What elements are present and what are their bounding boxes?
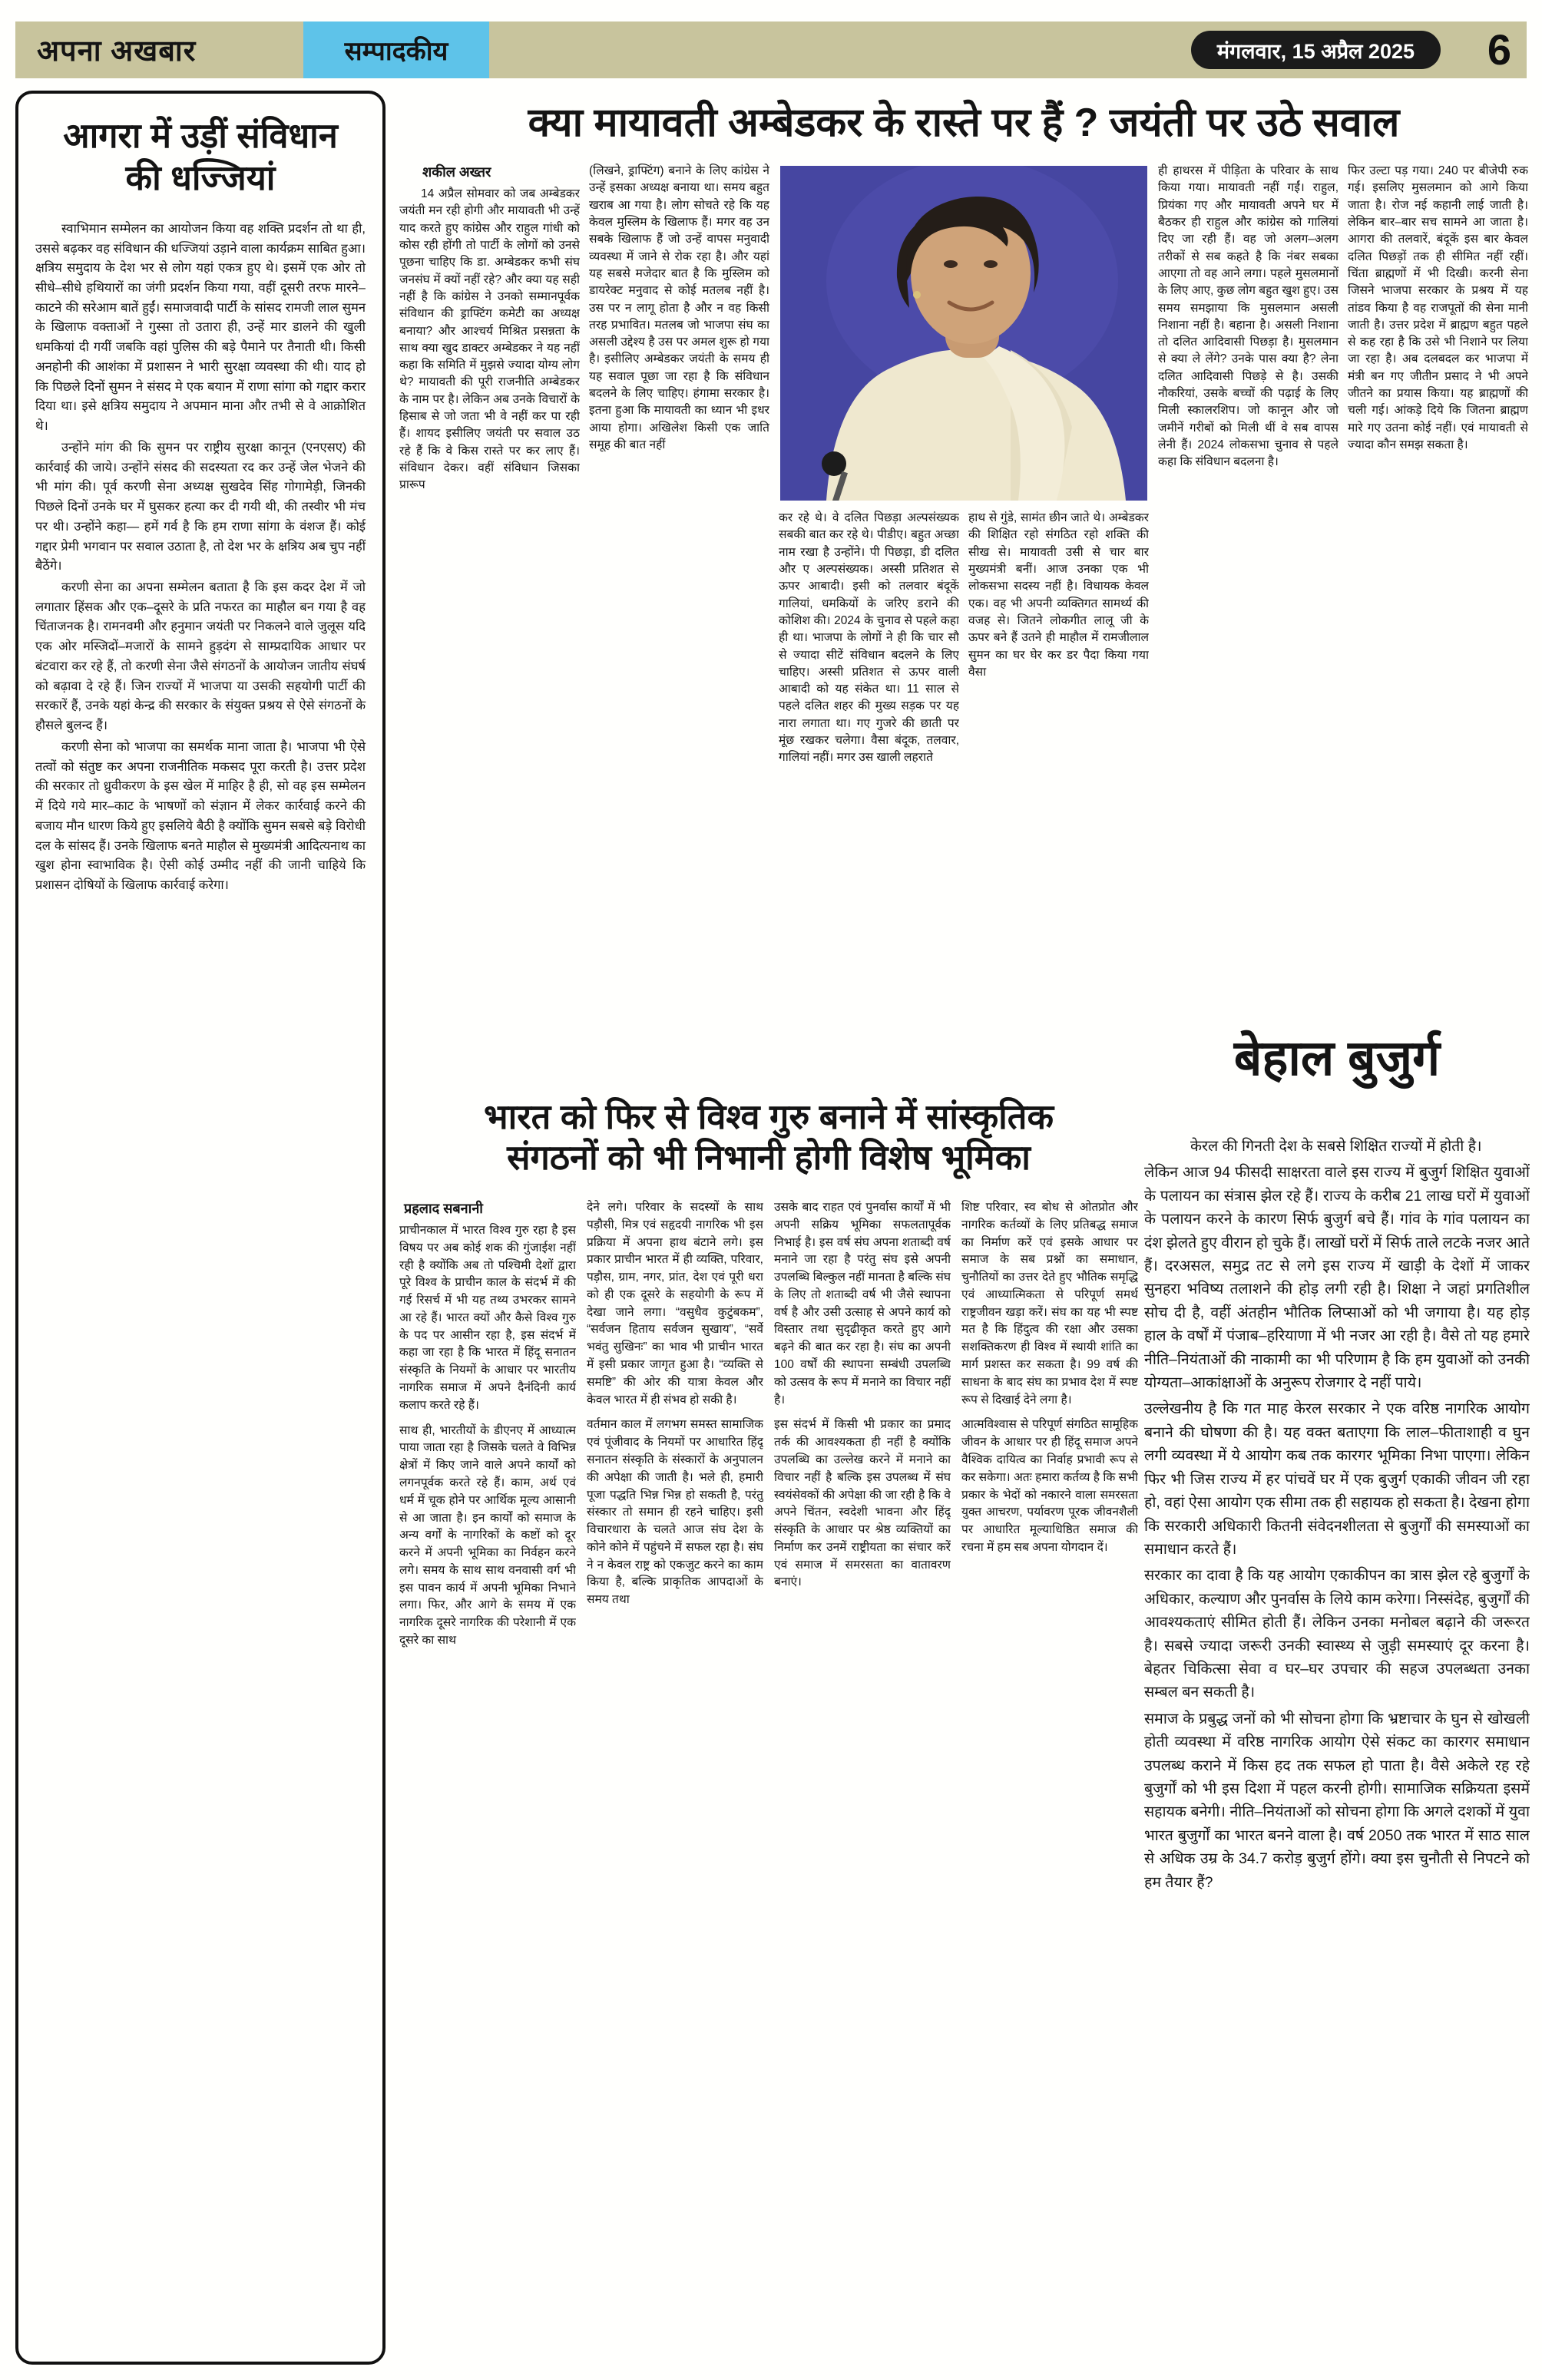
right-article-body <box>1144 1135 1530 2363</box>
paper-name: अपना अखबार <box>37 35 197 68</box>
right-article-headline: बेहाल बुजुर्ग <box>1233 1030 1441 1086</box>
main-article-column-2 <box>589 163 769 1093</box>
middle-article-column-text: साथ ही, भारतीयों के डीएनए में आध्यात्म पाया जाता रहा है जिसके चलते वे विभिन्न क्षेत्रों में किए जाने वाले अपने कार्यों को लगनपूर्वक करते रहे हैं। काम, अर्थ एवं धर्म में चूक होने पर आर्थिक मूल्य आसानी से आ जाता है। इन कार्यों को समाज के अन्य वर्गों के नागरिकों के कष्टों को दूर करने में अपनी भूमिका का निर्वहन करने लगे। समय के साथ साथ वनवासी वर्ग भी इस पावन कार्य में अपनी भूमिका निभाने लगा। फिर, और आगे के समय में एक नागरिक दूसरे नागरिक की परेशानी में एक दूसरे का साथ <box>399 1423 576 1647</box>
left-headline-line1: आगरा में उड़ीं संविधान <box>63 116 338 155</box>
middle-article-column-text: आत्मविश्वास से परिपूर्ण संगठित सामूहिक जीवन के आधार पर ही हिंदू समाज अपने वैश्विक दायित्व का निर्वाह प्रभावी रूप से कर सकेगा। अतः हमारा कर्तव्य है कि सभी प्रकार के भेदों को नकारने वाला समरसता युक्त आचरण, पर्यावरण पूरक जीवनशैली पर आधारित मूल्याधिष्ठित समाज की रचना में हम सब अपना योगदान दें। <box>961 1418 1138 1554</box>
left-article-paragraph: उन्होंने मांग की कि सुमन पर राष्ट्रीय सुरक्षा कानून (एनएसए) की कार्रवाई की जाये। उन्होंने संसद की सदस्यता रद कर उन्हें जेल भेजने की भी मांग की। पूर्व करणी सेना अध्यक्ष सुखदेव सिंह गोगामेड़ी, जिनकी पिछले दिनों उनके घर में घुसकर हत्या कर दी गयी थी, की तस्वीर भी मंच पर थी। उन्होंने कहा— हमें गर्व है कि हम राणा सांगा के वंशज हैं। कोई गद्दार प्रेमी भगवान पर सवाल उठाता है, तो देश भर के क्षत्रिय अब चुप नहीं बैठेंगे। <box>35 440 366 574</box>
middle-headline-line2: संगठनों को भी निभानी होगी विशेष भूमिका <box>507 1138 1031 1178</box>
middle-article-column-3 <box>774 1199 951 2366</box>
main-article-column-5 <box>1158 163 1338 998</box>
middle-headline-line1: भारत को फिर से विश्व गुरु बनाने में सांस्कृतिक <box>483 1097 1054 1136</box>
main-article-column-text: 14 अप्रैल सोमवार को जब अम्बेडकर जयंती मन रही होगी और मायावती भी उन्हें याद करते हुए कांग्रेस और राहुल गांधी को कोस रही होंगी तो पार्टी के लोगों को उनसे पूछना चाहिए कि डा. अम्बेडकर कभी संघ जनसंघ में क्यों नहीं रहे? और क्या यह सही नहीं है कि कांग्रेस ने उनको सम्मानपूर्वक संविधान की ड्राफ्टिंग कमेटी का अध्यक्ष बनाया? और आश्चर्य मिश्रित प्रसन्नता के साथ क्या खुद डाक्टर अम्बेडकर ने यह नहीं कहा कि समिति में मुझसे ज्यादा योग्य लोग थे? मायावती की पूरी राजनीति अम्बेडकर के नाम पर है। लेकिन अब उनके विचारों के हिसाब से जो जता भी वे नहीं कर पा रही हैं। शायद इसीलिए जयंती पर सवाल उठ रहे हैं कि वे किस रास्ते पर कर लाए हैं। संविधान देकर। वहीं संविधान जिसका प्रारूप <box>399 187 580 492</box>
main-article-headline: क्या मायावती अम्बेडकर के रास्ते पर हैं ? जयंती पर उठे सवाल <box>528 101 1400 145</box>
middle-article-column-text: उसके बाद राहत एवं पुनर्वास कार्यों में भी अपनी सक्रिय भूमिका सफलतापूर्वक निभाई है। इस वर्ष संघ अपना शताब्दी वर्ष मनाने जा रहा है परंतु संघ इसे अपनी उपलब्धि बिल्कुल नहीं मानता है बल्कि संघ के लिए तो शताब्दी वर्ष भी जैसे स्थापना वर्ष है और उसी उत्साह से अपने कार्य को विस्तार तथा सुदृढीकृत करते हुए आगे बढ़ने की बात कर रहा है। संघ का अपनी 100 वर्षों की स्थापना सम्बंधी उपलब्धि को उत्सव के रूप में मनाने का विचार नहीं है। <box>774 1201 951 1407</box>
middle-article-column-text: प्राचीनकाल में भारत विश्व गुरु रहा है इस विषय पर अब कोई शक की गुंजाईश नहीं रही है क्योंकि अब तो पश्चिमी देशों द्वारा पूरे विश्व के प्राचीन काल के संदर्भ में की गई रिसर्च में भी यह तथ्य उभरकर सामने आ रहे हैं। भारत क्यों और कैसे विश्व गुरु के पद पर आसीन रहा है, इस संदर्भ में कहा जा रहा है कि भारत में हिंदू सनातन संस्कृति के नियमों के आधार पर भारतीय नागरिक समाज में अपने दैनंदिनी कार्य कलाप करते रहे हैं। <box>399 1224 576 1412</box>
masthead-bar <box>15 21 1527 78</box>
main-article-column-text: हाथ से गुंडे, सामंत छीन जाते थे। अम्बेडकर की शिक्षित रहो संगठित रहो शक्ति की सीख से। मायावती उसी से चार बार मुख्यमंत्री बनीं। आज उनका एक भी लोकसभा सदस्य नहीं है। विधायक केवल एक। वह भी अपनी व्यक्तिगत सामर्थ्य की वजह से। जितने लोकगीत लालू जी के ऊपर बने हैं उतने ही माहौल में रामजीलाल सुमन का घर घेर कर डर पैदा किया गया वैसा <box>968 511 1149 679</box>
right-article-paragraph: लेकिन आज 94 फीसदी साक्षरता वाले इस राज्य में बुजुर्ग शिक्षित युवाओं के पलायन का संत्रास झेल रहे हैं। राज्य के करीब 21 लाख घरों में युवाओं के पलायन करने के कारण सिर्फ बुजुर्ग बचे हैं। गांव के गांव पलायन का दंश झेलते हुए वीरान हो चुके हैं। लाखों घरों में सिर्फ ताले लटके नजर आते हैं। दरअसल, समुद्र तट से लगे इस राज्य में खाड़ी के देशों में जाकर सुनहरा भविष्य तलाशने की होड़ लगी रही है। शिक्षा ने जहां प्रगतिशील सोच दी है, वहीं अंतहीन भौतिक लिप्साओं को भी जगाया है। यह होड़ हाल के वर्षों में पंजाब–हरियाणा में भी नजर आ रही है। वैसे तो यह हमारे नीति–नियंताओं की नाकामी का भी परिणाम है कि हम युवाओं को उनकी योग्यता–आकांक्षाओं के अनुरूप रोजगार दे नहीं पाये। <box>1144 1164 1530 1392</box>
left-article-paragraph: करणी सेना को भाजपा का समर्थक माना जाता है। भाजपा भी ऐसे तत्वों को संतुष्ट कर अपना राजनीतिक मकसद पूरा करती है। उत्तर प्रदेश की सरकार तो ध्रुवीकरण के इस खेल में माहिर है ही, सो वह इस सम्मेलन में दिये गये मार–काट के भाषणों को संज्ञान में लेकर कार्रवाई करने की बजाय मौन धारण किये हुए इसलिये बैठी है क्योंकि सुमन सबसे बड़े विरोधी दल के सांसद हैं। उनके खिलाफ बनते माहौल से मुख्यमंत्री आदित्यनाथ का खुश होना स्वाभाविक है। ऐसी कोई उम्मीद नहीं की जानी चाहिये कि प्रशासन दोषियों के खिलाफ कार्रवाई करेगा। <box>35 739 366 893</box>
middle-article-column-2 <box>587 1199 763 2366</box>
left-headline-line2: की धज्जियां <box>125 157 276 197</box>
portrait-illustration <box>780 166 1147 501</box>
middle-article-column-text: इस संदर्भ में किसी भी प्रकार का प्रमाद तर्क की आवश्यकता ही नहीं है क्योंकि उपलब्धि का उल्लेख करने में मनाने का विचार नहीं है बल्कि इस उपलब्ध में संघ स्वयंसेवकों की अपेक्षा की जा रही है कि वे अपने चिंतन, स्वदेशी भावना और हिंदू संस्कृति के आधार पर श्रेष्ठ व्यक्तियों का निर्माण कर उनमें राष्ट्रीयता का संचार करें एवं समाज में समरसता का वातावरण बनाएं। <box>774 1418 951 1589</box>
main-article-column-text: कर रहे थे। वे दलित पिछड़ा अल्पसंख्यक सबकी बात कर रहे थे। पीडीए। बहुत अच्छा नाम रखा है उन्होंने। पी पिछड़ा, डी दलित और ए अल्पसंख्यक। अस्सी प्रतिशत से ऊपर आबादी। इसी को तलवार बंदूकें गालियां, धमकियों के जरिए डराने की कोशिश की। 2024 के चुनाव से पहले कहा ही था। भाजपा के लोगों ने ही कि चार सौ से ज्यादा सीटें संविधान बदलने के लिए चाहिए। अस्सी प्रतिशत से ऊपर वाली आबादी को यह संकेत था। 11 साल से पहले दलित शहर की मुख्य सड़क पर यह नारा लगाता था। गए गुजरे की छाती पर मूंछ रखकर चलेगा। वैसा बंदूक, तलवार, गालियां नहीं। मगर उस खाली लहराते <box>779 511 959 765</box>
middle-article-byline: प्रहलाद सबनानी <box>404 1201 483 1216</box>
middle-article-column-text: शिष्ट परिवार, स्व बोध से ओतप्रोत और नागरिक कर्तव्यों के लिए प्रतिबद्ध समाज का निर्माण करें एवं इसके आधार पर समाज के सब प्रश्नों का समाधान, चुनौतियों का उत्तर देते हुए भौतिक समृद्धि एवं आध्यात्मिकता से परिपूर्ण समर्थ राष्ट्रजीवन खड़ा करें। संघ का यह भी स्पष्ट मत है कि हिंदुत्व की रक्षा और उसका सशक्तिकरण ही विश्व में स्थायी शांति का मार्ग प्रशस्त कर सकता है। 99 वर्ष की साधना के बाद संघ का प्रभाव देश में स्पष्ट रूप से दिखाई देने लगा है। <box>961 1201 1138 1407</box>
left-article-headline <box>35 115 366 200</box>
main-article-column-1 <box>399 163 580 1093</box>
page-number: 6 <box>1487 25 1511 74</box>
date-badge: मंगलवार, 15 अप्रैल 2025 <box>1191 31 1441 69</box>
left-article-paragraph: करणी सेना का अपना सम्मेलन बताता है कि इस कदर देश में जो लगातार हिंसक और एक–दूसरे के प्रति नफरत का माहौल बन गया है वह चिंताजनक है। रामनवमी और हनुमान जयंती पर निकलने वाले जुलूस यदि एक ओर मस्जिदों–मजारों के सामने हुड़दंग से साम्प्रदायिक आधार पर बंटवारा कर रहे हैं, तो करणी सेना जैसे संगठनों के आयोजन जातीय संघर्ष को बढ़ावा दे रहे हैं। जिन राज्यों में भाजपा या उसकी सहयोगी पार्टी की सरकारें हैं, उनके यहां केन्द्र की सरकार के संयुक्त प्रश्रय से ऐसे संगठनों के हौसले बुलन्द हैं। <box>35 580 366 733</box>
main-article-column-text: फिर उल्टा पड़ गया। 240 पर बीजेपी रुक गई। इसलिए मुसलमान को आगे किया जाता है। रोज नई कहानी लाई जाती है। लेकिन बार–बार सच सामने आ जाता है। आगरा की तलवारें, बंदूकें इस बार केवल दलित पिछड़ों तक ही सीमित नहीं रहीं। चिंता ब्राह्मणों में भी दिखी। करनी सेना जिसने भाजपा सरकार के प्रश्रय में यह तांडव किया है वह राजपूतों की सेना मानी जाती है। उत्तर प्रदेश में ब्राह्मण बहुत पहले से कह रहा है कि उसे भी निशाने पर लिया जा रहा है। अब दलबदल कर भाजपा में मंत्री बन गए जीतीन प्रसाद ने भी अपने जीतने का प्रयास किया। यह ब्राह्मणों की चली गई। आंकड़े दिये कि जितना ब्राह्मण मारे गए उतना कोई नहीं। एवं मायावती से ज्यादा कौन समझ सकता है। <box>1348 164 1528 451</box>
right-article-paragraph: केरल की गिनती देश के सबसे शिक्षित राज्यों में होती है। <box>1190 1138 1482 1155</box>
main-article-column-6 <box>1348 163 1528 998</box>
section-label: सम्पादकीय <box>303 21 489 78</box>
main-article-column-text: (लिखने, ड्राफ्टिंग) बनाने के लिए कांग्रेस ने उन्हें इसका अध्यक्ष बनाया था। समय बहुत खराब आ गया है। लोग सोचते रहे कि यह केवल मुस्लिम के खिलाफ हैं। मगर वह उन सबके खिलाफ हैं जो उन्हें वापस मनुवादी व्यवस्था में जाने से रोक रहा है। और यहां यह सबसे मजेदार बात है कि मुस्लिम को डायरेक्ट मनुवाद से कोई मतलब नहीं है। उस पर न लागू होता है और न वह किसी तरह प्रभावित। मतलब जो भाजपा संघ का असली उद्देश्य है उस पर अमल शुरू हो गया है। इसीलिए अम्बेडकर जयंती के समय ही यह सवाल पूछा जा रहा है कि संविधान बदलने के लिए चाहिए। हंगामा सरकार है। इतना हुआ कि मायावती का ध्यान भी इधर आया होगा। अखिलेश किसी एक जाति समूह की बात नहीं <box>589 164 769 451</box>
mayawati-photo <box>780 166 1147 501</box>
left-article <box>15 91 386 2365</box>
right-article-paragraph: सरकार का दावा है कि यह आयोग एकाकीपन का त्रास झेल रहे बुजुर्गों के अधिकार, कल्याण और पुनर्वास के लिये काम करेगा। निस्संदेह, बुजुर्गों की आवश्यकताएं सीमित होती हैं। लेकिन उनका मनोबल बढ़ाने की जरूरत है। सबसे ज्यादा जरूरी उनकी स्वास्थ्य से जुड़ी समस्याएं दूर करना है। बेहतर चिकित्सा सेवा व घर–घर उपचार की सहज उपलब्धता उनका सम्बल बन सकती है। <box>1144 1567 1530 1701</box>
middle-article-headline <box>399 1096 1138 1178</box>
middle-article-column-1 <box>399 1199 576 2366</box>
main-article-byline: शकील अख्तर <box>422 164 491 180</box>
right-article-paragraph: उल्लेखनीय है कि गत माह केरल सरकार ने एक वरिष्ठ नागरिक आयोग बनाने की घोषणा की है। यह वक्त बताएगा कि लाल–फीताशाही व घुन लगी व्यवस्था में ये आयोग कब तक कारगर भूमिका निभा पाएगा। लेकिन फिर भी जिस राज्य में हर पांचवें घर में एक बुजुर्ग एकाकी जीवन जी रहा हो, वहां ऐसा आयोग एक सीमा तक ही सहायक हो सकता है। देखना होगा कि सरकारी अधिकारी कितनी संवेदनशीलता से बुजुर्गों की समस्याओं का समाधान करते हैं। <box>1144 1400 1530 1558</box>
middle-article-column-4 <box>961 1199 1138 2366</box>
main-article-column-text: ही हाथरस में पीड़िता के परिवार के साथ किया गया। मायावती नहीं गईं। राहुल, प्रियंका गए और मायावती अपने घर में बैठकर ही राहुल और कांग्रेस को गालियां दिए जा रही हैं। वह जो अलग–अलग तरीकों से सब कहते है कि नंबर सबका आएगा तो वह आने लगा। पहले मुसलमानों के लिए आए, कुछ लोग बहुत खुश हुए। उस समय समझाया कि मुसलमान असली निशाना नहीं है। बहाना है। असली निशाना तो दलित आदिवासी पिछड़ा है। मुसलमान से क्या ले लेंगे? उनके पास क्या है? लेना दलित आदिवासी पिछड़े से है। उसकी नौकरियां, उसके बच्चों की पढ़ाई के लिए मिली स्कालरशिप। जो कानून और जो जमीनें गरीबों को मिली थीं वे सब वापस लेनी हैं। 2024 लोकसभा चुनाव से पहले कहा कि संविधान बदलना है। <box>1158 164 1338 469</box>
middle-article-column-text: वर्तमान काल में लगभग समस्त सामाजिक एवं पूंजीवाद के नियमों पर आधारित हिंदू सनातन संस्कृति के संस्कारों के अनुपालन की अपेक्षा की जाती है। भले ही, हमारी पूजा पद्धति भिन्न भिन्न हो सकती है, परंतु संस्कार तो समान ही रहने चाहिए। इसी विचारधारा के चलते आज संघ देश के कोने कोने में पहुंचने में सफल रहा है। संघ ने न केवल राष्ट्र को एकजुट करने का काम किया है, बल्कि प्राकृतिक आपदाओं के समय तथा <box>587 1418 763 1607</box>
main-article-columns <box>399 163 1528 1095</box>
left-article-paragraph: स्वाभिमान सम्मेलन का आयोजन किया वह शक्ति प्रदर्शन तो था ही, उससे बढ़कर वह संविधान की धज्जियां उड़ाने वाला कार्यक्रम साबित हुआ। क्षत्रिय समुदाय के देश भर से लोग यहां एकत्र हुए थे। इसमें एक ओर तो सीधे–सीधे हथियारों का जंगी प्रदर्शन किया गया, वहीं दूसरी तरफ मारने–काटने की सरेआम बातें हुईं। समाजवादी पार्टी के सांसद रामजी लाल सुमन के खिलाफ वक्ताओं ने गुस्सा तो उतारा ही, उन्हें मार डालने की खुली धमकियां दी गयीं जबकि वहां पुलिस की बड़े पैमाने पर तैनाती थी। किसी अनहोनी की आशंका में प्रशासन ने भारी सुरक्षा व्यवस्था की थी। याद हो कि पिछले दिनों सुमन ने संसद मे एक बयान में राणा सांगा को गद्दार करार दिया था। इसे क्षत्रिय समुदाय ने अपमान माना और तभी से वे आक्रोशित थे। <box>35 221 366 434</box>
right-article-paragraph: समाज के प्रबुद्ध जनों को भी सोचना होगा कि भ्रष्टाचार के घुन से खोखली होती व्यवस्था में वरिष्ठ नागरिक आयोग ऐसे संकट का कारगर समाधान उपलब्ध कराने में किस हद तक सफल हो पाता है। वैसे अकेले रह रहे बुजुर्गों को भी इस दिशा में पहल करनी होगी। सामाजिक सक्रियता इसमें सहायक बनेगी। नीति–नियंताओं को सोचना होगा कि अगले दशकों में युवा भारत बुजुर्गों का भारत बनने वाला है। वर्ष 2050 तक भारत में साठ साल से अधिक उम्र के 34.7 करोड़ बुजुर्ग होंगे। क्या इस चुनौती से निपटने को हम तैयार हैं? <box>1144 1710 1530 1891</box>
middle-article-column-text: देने लगे। परिवार के सदस्यों के साथ पड़ौसी, मित्र एवं सहृदयी नागरिक भी इस प्रक्रिया में अपना हाथ बंटाने लगे। इस प्रकार प्राचीन भारत में ही व्यक्ति, परिवार, पड़ौस, ग्राम, नगर, प्रांत, देश एवं पूरी धरा को ही एक दूसरे के सहयोगी के रूप में देखा जाने लगा। “वसुधैव कुटुंबकम”, “सर्वजन हिताय सर्वजन सुखाय”, “सर्वे भवंतु सुखिनः” का भाव भी प्राचीन भारत में इसी प्रकार जागृत हुआ है। “व्यक्ति से समष्टि” की ओर की यात्रा केवल और केवल भारत में ही संभव हो सकी है। <box>587 1201 763 1407</box>
middle-article-columns <box>399 1199 1138 2366</box>
